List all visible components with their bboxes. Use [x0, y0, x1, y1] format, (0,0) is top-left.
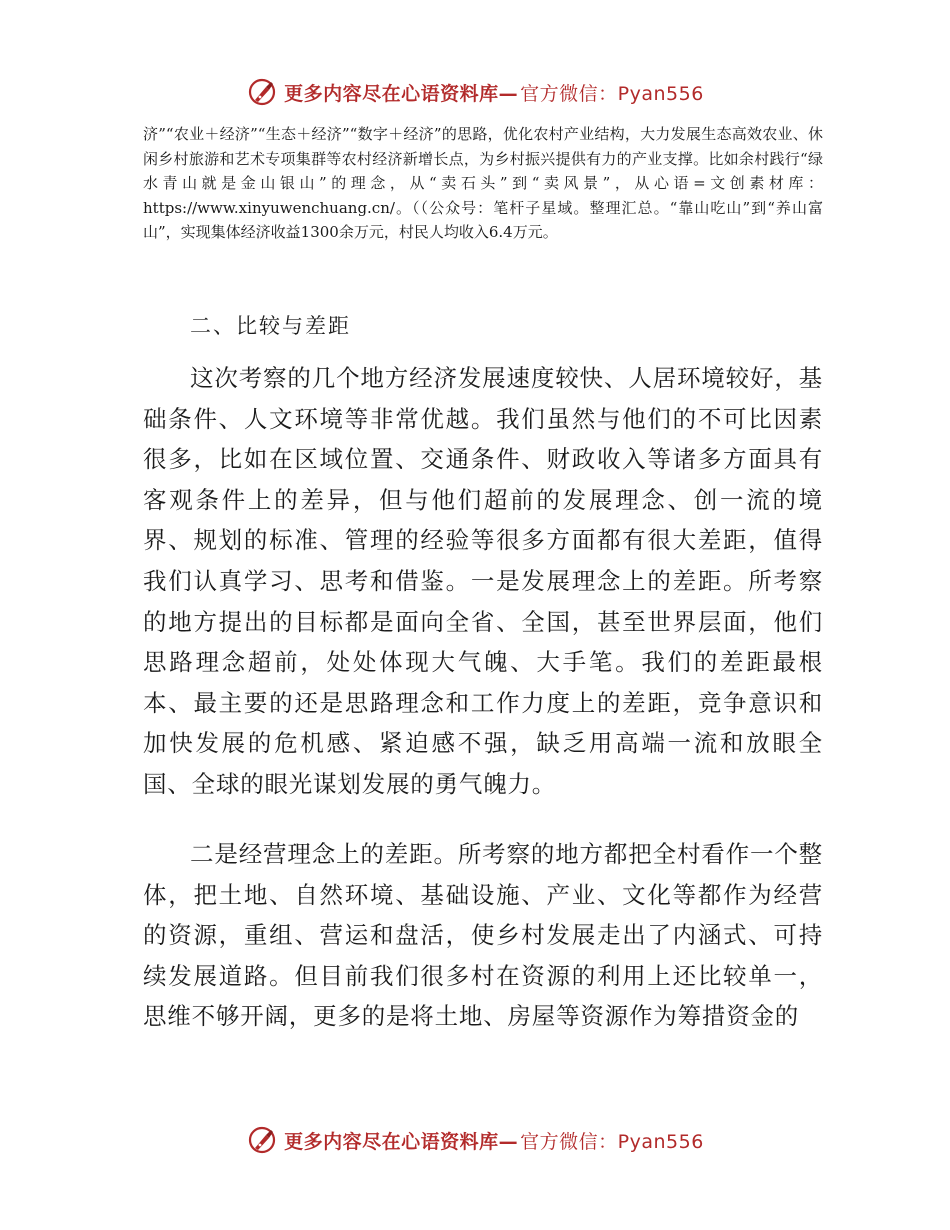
- pen-nib-circle-icon: [246, 76, 278, 108]
- site-name: 更多内容尽在心语资料库: [284, 1130, 499, 1153]
- header-watermark-banner: [0, 72, 950, 112]
- watermark-text: [284, 1127, 704, 1154]
- watermark-text: [284, 79, 704, 106]
- wechat-id: 官方微信：Pyan556: [520, 82, 704, 105]
- section-heading: 二、比较与差距: [190, 314, 351, 338]
- intro-paragraph-text: 济”“农业＋经济”“生态＋经济”“数字＋经济”的思路，优化农村产业结构，大力发展生态高效农业、休闲乡村旅游和艺术专项集群等农村经济新增长点，为乡村振兴提供有力的产业支撑。比如余村践行“绿水青山就是金山银山”的理念，从“卖石头”到“卖风景”，从心语=文创素材库：https://www.xinyuwenchuang.cn/。（（公众号：笔杆子星域。整理汇总。“靠山吃山”到“养山富山”，实现集体经济收益1300余万元，村民人均收入6.4万元。: [143, 125, 823, 241]
- body-paragraph-2: 二是经营理念上的差距。所考察的地方都把全村看作一个整体，把土地、自然环境、基础设施、产业、文化等都作为经营的资源，重组、营运和盘活，使乡村发展走出了内涵式、可持续发展道路。但目前我们很多村在资源的利用上还比较单一，思维不够开阔，更多的是将土地、房屋等资源作为筹措资金的: [143, 840, 823, 1031]
- banner-dash: —: [498, 82, 519, 105]
- wechat-id: 官方微信：Pyan556: [520, 1130, 704, 1153]
- intro-paragraph: [143, 122, 823, 245]
- body-paragraph-1: 这次考察的几个地方经济发展速度较快、人居环境较好，基础条件、人文环境等非常优越。我们虽然与他们的不可比因素很多，比如在区域位置、交通条件、财政收入等诸多方面具有客观条件上的差异，但与他们超前的发展理念、创一流的境界、规划的标准、管理的经验等很多方面都有很大差距，值得我们认真学习、思考和借鉴。一是发展理念上的差距。所考察的地方提出的目标都是面向全省、全国，甚至世界层面，他们思路理念超前，处处体现大气魄、大手笔。我们的差距最根本、最主要的还是思路理念和工作力度上的差距，竞争意识和加快发展的危机感、紧迫感不强，缺乏用高端一流和放眼全国、全球的眼光谋划发展的勇气魄力。: [143, 364, 823, 798]
- site-name: 更多内容尽在心语资料库: [284, 82, 499, 105]
- banner-dash: —: [498, 1130, 519, 1153]
- footer-watermark-banner: [0, 1120, 950, 1160]
- pen-nib-circle-icon: [246, 1124, 278, 1156]
